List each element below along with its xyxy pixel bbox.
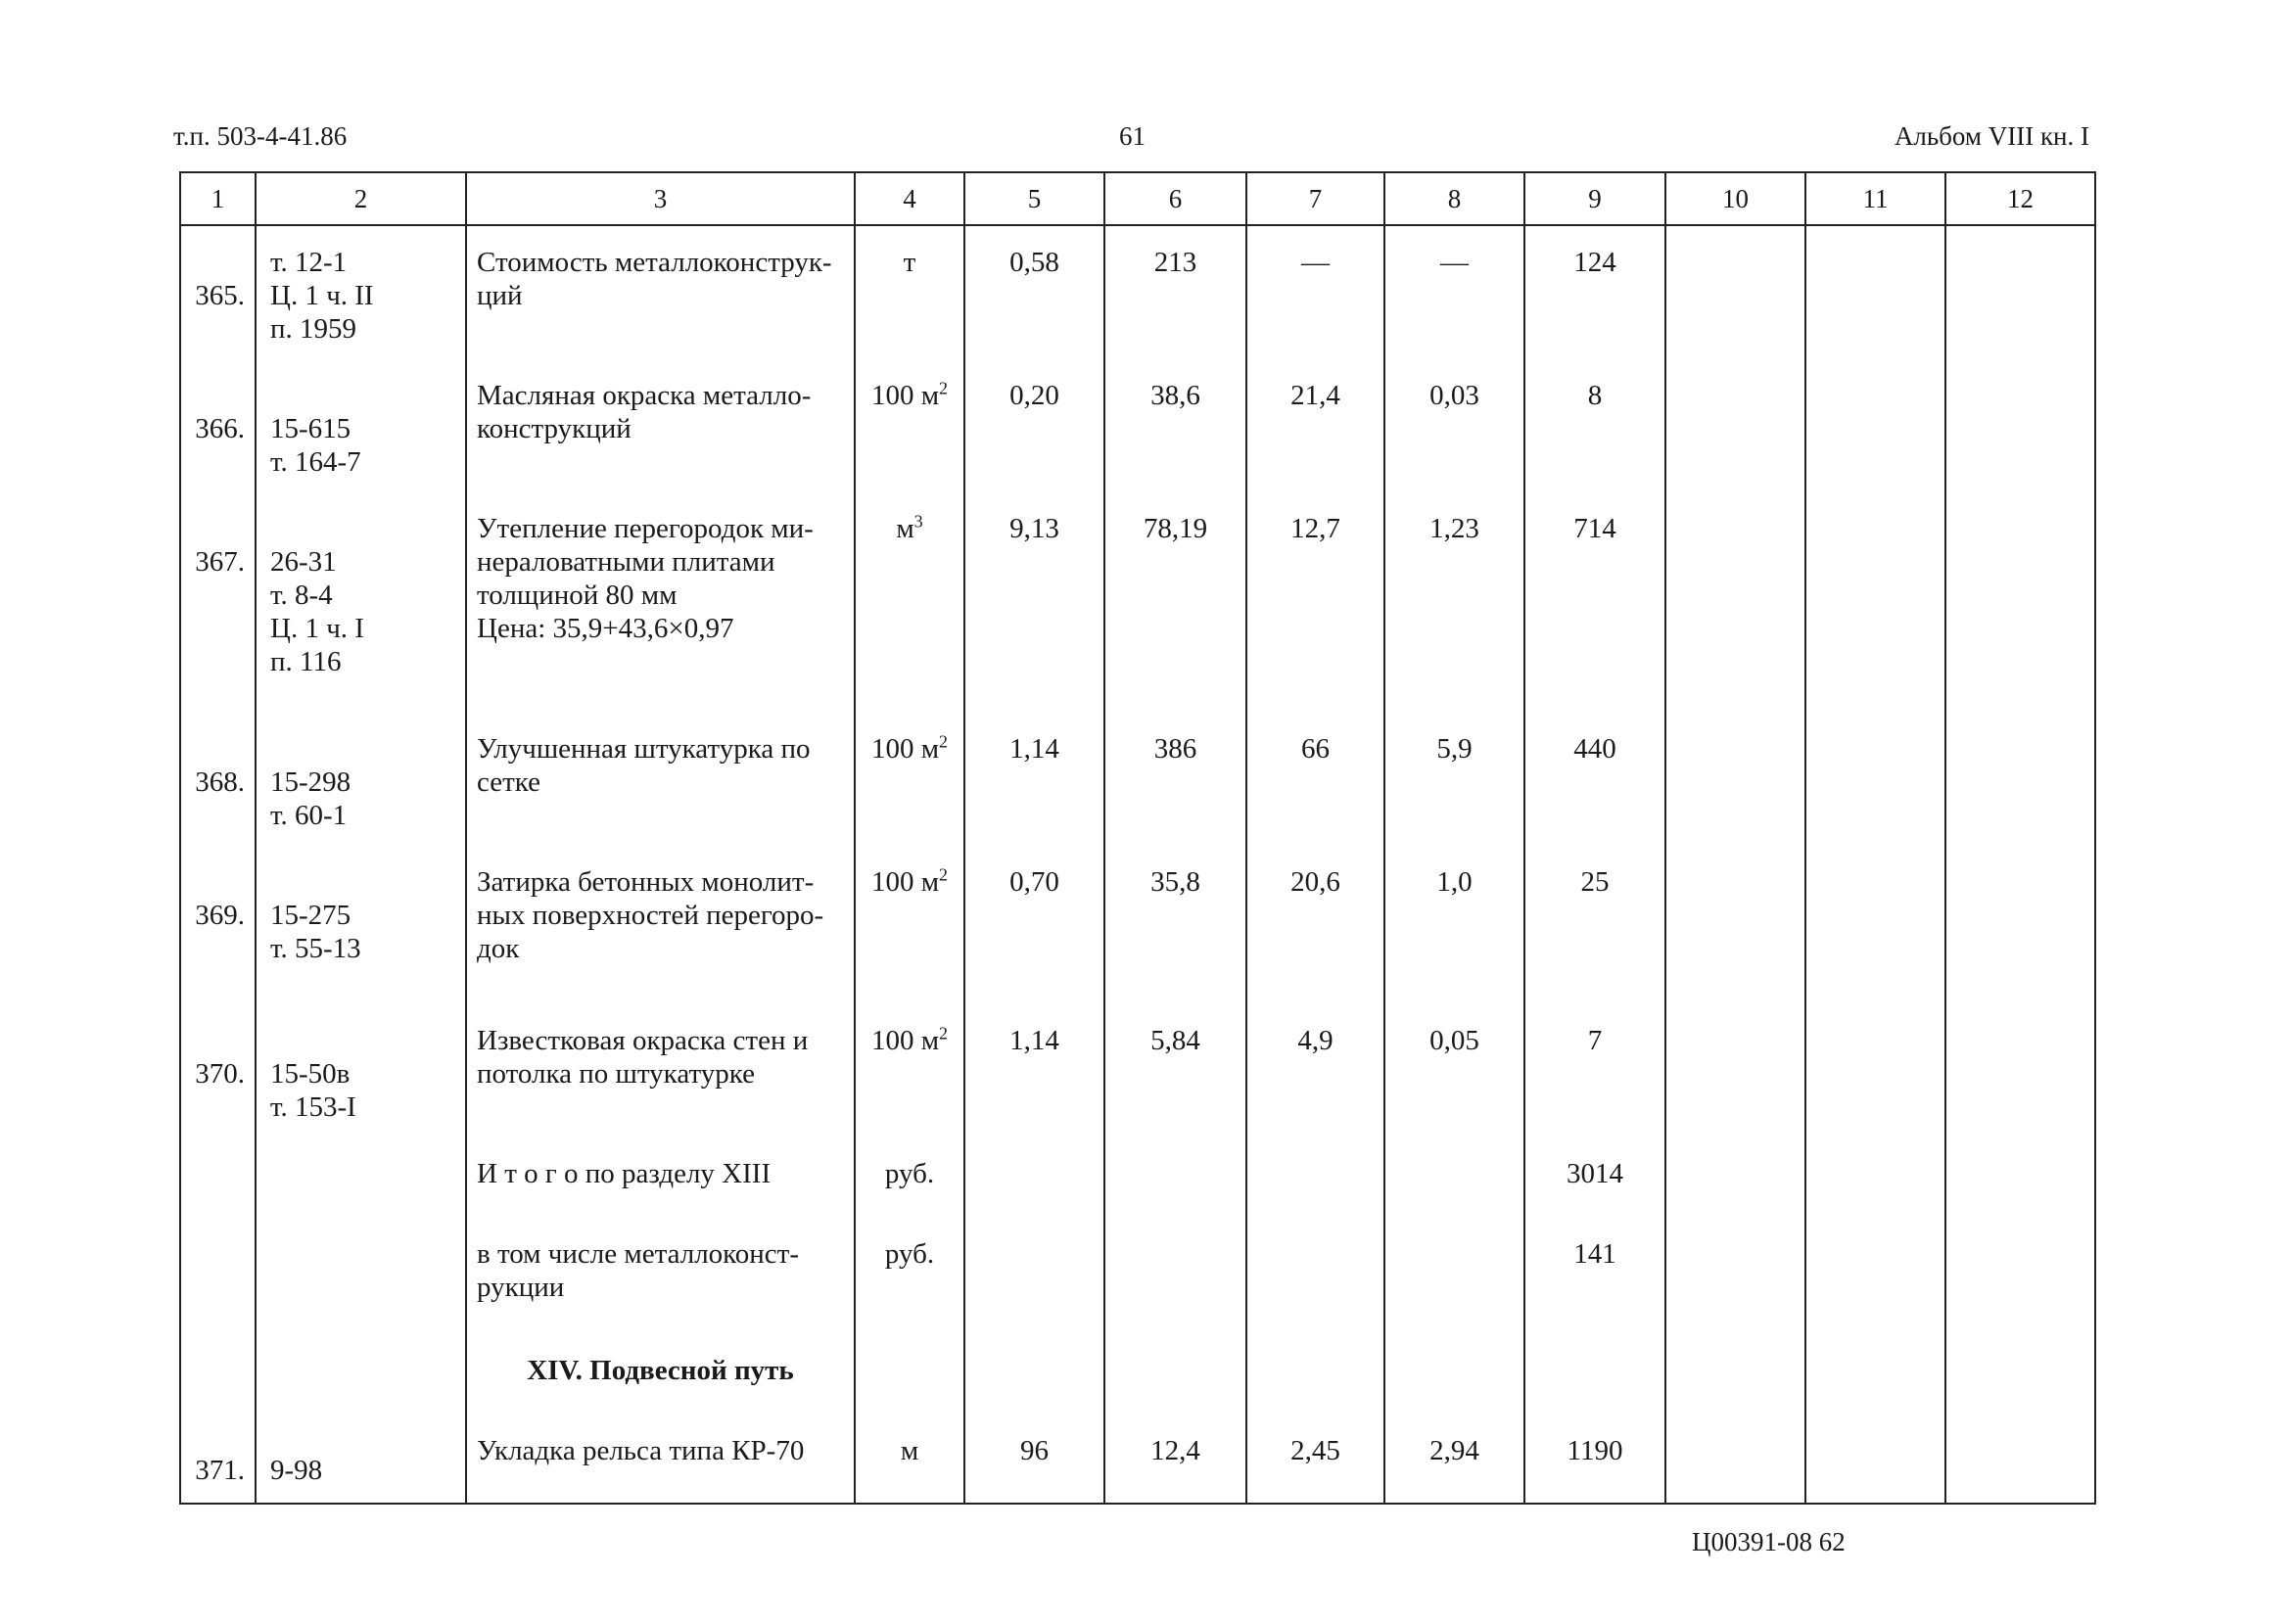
norm-reference-line: 26-31 <box>270 546 337 579</box>
column-header: 6 <box>1104 172 1246 225</box>
row-number: 370. <box>180 1024 256 1153</box>
empty-cell <box>1945 1434 2095 1503</box>
empty-cell <box>1665 1434 1805 1503</box>
unit-exponent: 2 <box>939 731 949 752</box>
work-description-line: Затирка бетонных монолит- <box>477 865 815 898</box>
unit-cell <box>855 246 964 375</box>
work-description <box>466 1434 855 1503</box>
value-c5: 1,14 <box>964 732 1104 861</box>
unit-text: 100 м <box>870 380 940 412</box>
work-description-line: ных поверхностей перегоро- <box>477 899 824 931</box>
empty-cell <box>1945 1024 2095 1153</box>
unit-text: м <box>900 1434 919 1466</box>
norm-reference-line: п. 116 <box>270 646 342 678</box>
unit-text: 100 м <box>870 1025 940 1057</box>
empty-cell <box>1945 732 2095 861</box>
filler-row <box>180 1503 2095 1504</box>
empty-cell <box>1665 1024 1805 1153</box>
norm-reference-line: т. 153-I <box>270 1091 356 1124</box>
total-label-line: в том числе металлоконст- <box>477 1238 800 1271</box>
work-description-line: Улучшенная штукатурка по <box>477 732 811 765</box>
total-row <box>180 1157 2095 1200</box>
column-header: 12 <box>1945 172 2095 225</box>
unit-exponent: 2 <box>939 378 949 398</box>
work-description-line: потолка по штукатурке <box>477 1058 755 1090</box>
column-number-row <box>180 172 2095 225</box>
spacer-row <box>180 1324 2095 1354</box>
unit-cell <box>855 1024 964 1153</box>
section-row <box>180 1354 2095 1397</box>
empty-cell <box>1805 1024 1945 1153</box>
unit-exponent: 2 <box>939 864 949 885</box>
unit-cell <box>855 379 964 508</box>
column-header: 8 <box>1384 172 1524 225</box>
value-c5: 0,20 <box>964 379 1104 508</box>
unit-exponent: 3 <box>913 511 923 532</box>
unit-text: 100 м <box>870 732 940 765</box>
empty-cell <box>1665 379 1805 508</box>
unit-text: м <box>896 513 914 545</box>
table-row <box>180 732 2095 861</box>
work-description-line: Цена: 35,9+43,6×0,97 <box>477 613 734 645</box>
norm-reference <box>256 1024 466 1153</box>
value-c9: 7 <box>1524 1024 1665 1153</box>
empty-cell <box>1665 512 1805 727</box>
unit-cell: руб. <box>855 1157 964 1200</box>
value-c5: 0,70 <box>964 865 1104 995</box>
empty-cell <box>1945 246 2095 375</box>
work-description-line: толщиной 80 мм <box>477 580 678 612</box>
empty-cell <box>1665 732 1805 861</box>
value-c6: 38,6 <box>1104 379 1246 508</box>
value-c8: 5,9 <box>1384 732 1524 861</box>
unit-cell: руб. <box>855 1237 964 1323</box>
norm-reference <box>256 865 466 995</box>
album-label: Альбом VIII кн. I <box>1894 121 2089 151</box>
norm-reference <box>256 512 466 727</box>
norm-reference-line: т. 12-1 <box>270 247 348 278</box>
table-row <box>180 1024 2095 1153</box>
empty-cell <box>1805 379 1945 508</box>
empty-cell <box>1945 865 2095 995</box>
work-description-line: ций <box>477 280 523 311</box>
row-number: 369. <box>180 865 256 995</box>
value-c9: 440 <box>1524 732 1665 861</box>
unit-exponent: 2 <box>939 1023 949 1044</box>
norm-reference-line: Ц. 1 ч. I <box>270 613 364 645</box>
work-description-line: док <box>477 932 520 964</box>
work-description <box>466 732 855 861</box>
work-description-line: Масляная окраска металло- <box>477 380 812 412</box>
work-description <box>466 512 855 727</box>
estimate-table <box>179 171 2096 1505</box>
empty-cell <box>1665 246 1805 375</box>
column-header: 4 <box>855 172 964 225</box>
value-c5: 96 <box>964 1434 1104 1503</box>
work-description <box>466 865 855 995</box>
work-description-line: Стоимость металлоконструк- <box>477 247 832 278</box>
work-description-line: конструкций <box>477 413 632 445</box>
total-value: 141 <box>1524 1237 1665 1323</box>
row-number: 366. <box>180 379 256 508</box>
norm-reference-line: 15-50в <box>270 1058 351 1090</box>
unit-cell <box>855 732 964 861</box>
value-c9: 124 <box>1524 246 1665 375</box>
empty-cell <box>1805 512 1945 727</box>
total-value: 3014 <box>1524 1157 1665 1200</box>
spacer-row <box>180 225 2095 246</box>
row-number: 365. <box>180 246 256 375</box>
value-c9: 25 <box>1524 865 1665 995</box>
norm-reference-line: т. 8-4 <box>270 580 333 612</box>
total-label <box>466 1157 855 1200</box>
unit-cell <box>855 512 964 727</box>
value-c5: 0,58 <box>964 246 1104 375</box>
value-c8: 2,94 <box>1384 1434 1524 1503</box>
section-title: XIV. Подвесной путь <box>466 1354 855 1397</box>
table-row <box>180 512 2095 727</box>
norm-reference <box>256 1434 466 1503</box>
work-description <box>466 379 855 508</box>
row-number: 371. <box>180 1434 256 1503</box>
column-header: 2 <box>256 172 466 225</box>
column-header: 3 <box>466 172 855 225</box>
value-c7: 21,4 <box>1246 379 1384 508</box>
norm-reference-line: т. 60-1 <box>270 799 348 831</box>
norm-reference-line: т. 164-7 <box>270 446 361 479</box>
total-label <box>466 1237 855 1323</box>
value-c5: 9,13 <box>964 512 1104 727</box>
value-c6: 213 <box>1104 246 1246 375</box>
value-c7: 66 <box>1246 732 1384 861</box>
value-c7: 2,45 <box>1246 1434 1384 1503</box>
value-c7: 20,6 <box>1246 865 1384 995</box>
empty-cell <box>1945 512 2095 727</box>
value-c8: 1,23 <box>1384 512 1524 727</box>
column-header: 5 <box>964 172 1104 225</box>
norm-reference-line: 15-298 <box>270 766 351 798</box>
work-description-line: Укладка рельса типа КР-70 <box>477 1434 805 1466</box>
empty-cell <box>1805 865 1945 995</box>
value-c6: 35,8 <box>1104 865 1246 995</box>
row-number: 367. <box>180 512 256 727</box>
norm-reference-line: 15-275 <box>270 899 351 931</box>
empty-cell <box>1805 246 1945 375</box>
norm-reference-line: Ц. 1 ч. II <box>270 280 374 311</box>
value-c6: 78,19 <box>1104 512 1246 727</box>
work-description-line: Утепление перегородок ми- <box>477 513 814 545</box>
work-description-line: сетке <box>477 766 541 798</box>
unit-cell <box>855 865 964 995</box>
total-row <box>180 1237 2095 1323</box>
unit-text: 100 м <box>870 865 940 898</box>
norm-reference <box>256 246 466 375</box>
norm-reference-line: 9-98 <box>270 1454 323 1486</box>
value-c5: 1,14 <box>964 1024 1104 1153</box>
value-c9: 714 <box>1524 512 1665 727</box>
table-row <box>180 865 2095 995</box>
work-description <box>466 1024 855 1153</box>
column-header: 11 <box>1805 172 1945 225</box>
value-c8: 0,05 <box>1384 1024 1524 1153</box>
total-label-line: рукции <box>477 1272 565 1304</box>
work-description <box>466 246 855 375</box>
empty-cell <box>1805 1434 1945 1503</box>
work-description-line: нераловатными плитами <box>477 546 775 579</box>
spacer-row <box>180 995 2095 1024</box>
norm-reference-line: 15-615 <box>270 413 351 445</box>
total-label-line: И т о г о по разделу XIII <box>477 1158 772 1190</box>
page-number: 61 <box>1119 121 1146 151</box>
empty-cell <box>1665 865 1805 995</box>
value-c6: 12,4 <box>1104 1434 1246 1503</box>
table-row <box>180 1434 2095 1503</box>
document-code: т.п. 503-4-41.86 <box>173 121 348 151</box>
table-row <box>180 379 2095 508</box>
value-c9: 1190 <box>1524 1434 1665 1503</box>
value-c9: 8 <box>1524 379 1665 508</box>
norm-reference-line: т. 55-13 <box>270 932 361 964</box>
value-c8: 0,03 <box>1384 379 1524 508</box>
table-row <box>180 246 2095 375</box>
norm-reference-line: п. 1959 <box>270 313 357 345</box>
value-c8: — <box>1384 246 1524 375</box>
norm-reference <box>256 379 466 508</box>
column-header: 1 <box>180 172 256 225</box>
spacer-row <box>180 1397 2095 1434</box>
value-c7: 4,9 <box>1246 1024 1384 1153</box>
value-c6: 386 <box>1104 732 1246 861</box>
unit-cell <box>855 1434 964 1503</box>
empty-cell <box>1805 732 1945 861</box>
column-header: 7 <box>1246 172 1384 225</box>
value-c7: — <box>1246 246 1384 375</box>
norm-reference <box>256 732 466 861</box>
value-c6: 5,84 <box>1104 1024 1246 1153</box>
column-header: 10 <box>1665 172 1805 225</box>
spacer-row <box>180 1200 2095 1237</box>
sheet-code: Ц00391-08 62 <box>1692 1527 1846 1556</box>
empty-cell <box>1945 379 2095 508</box>
work-description-line: Известковая окраска стен и <box>477 1025 809 1057</box>
value-c8: 1,0 <box>1384 865 1524 995</box>
value-c7: 12,7 <box>1246 512 1384 727</box>
unit-text: т <box>903 247 916 278</box>
row-number: 368. <box>180 732 256 861</box>
column-header: 9 <box>1524 172 1665 225</box>
